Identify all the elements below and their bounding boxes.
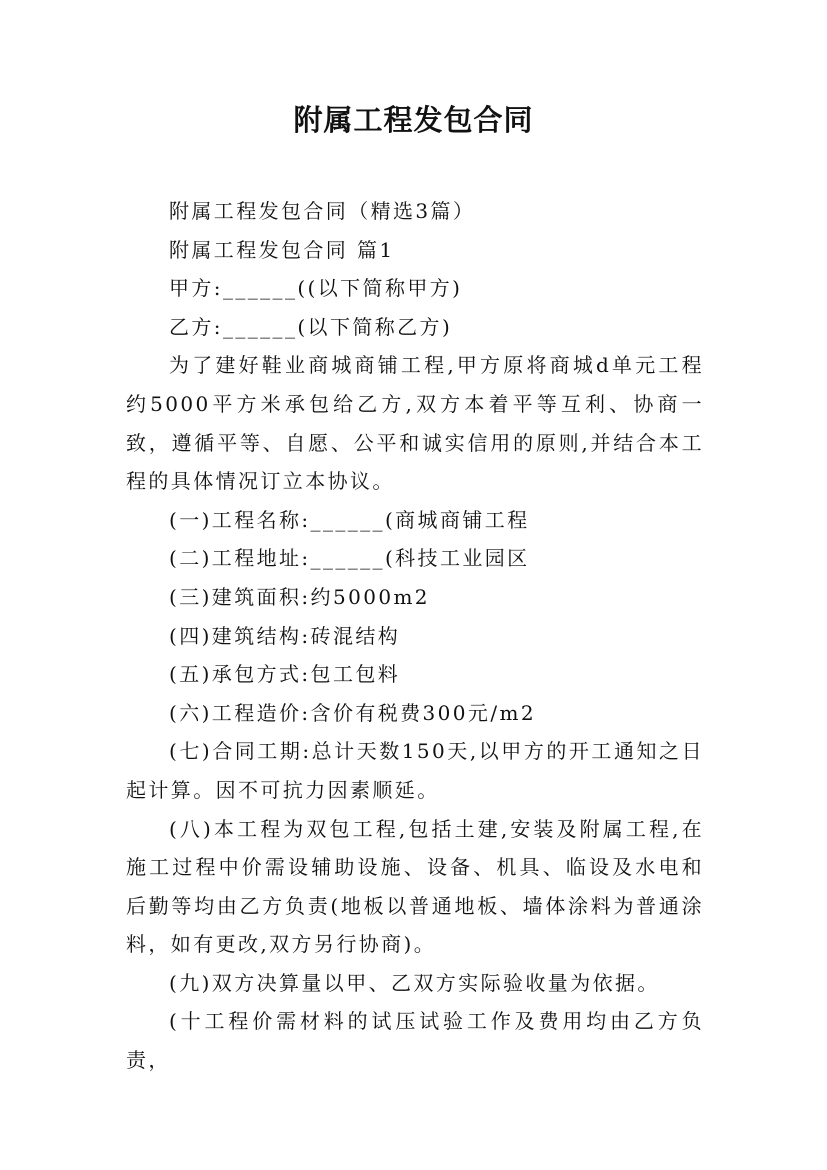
paragraph-preamble: 为了建好鞋业商城商铺工程,甲方原将商城d单元工程约5000平方米承包给乙方,双方本着平等互利、协商一致，遵循平等、自愿、公平和诚实信用的原则,并结合本工程的具体情况订立本协议。 bbox=[126, 353, 704, 494]
paragraph-clause-1: (一)工程名称:______(商城商铺工程 bbox=[169, 507, 530, 532]
document-title: 附属工程发包合同 bbox=[293, 103, 534, 137]
paragraph-clause-10: (十工程价需材料的试压试验工作及费用均由乙方负责， bbox=[126, 1009, 704, 1073]
paragraph-clause-5: (五)承包方式:包工包料 bbox=[169, 662, 401, 687]
document-body bbox=[126, 192, 704, 1080]
paragraph-clause-6: (六)工程造价:含价有税费300元/m2 bbox=[169, 700, 536, 725]
paragraph-party-b: 乙方:______(以下简称乙方) bbox=[169, 314, 453, 339]
paragraph-clause-4: (四)建筑结构:砖混结构 bbox=[169, 623, 401, 648]
paragraph-clause-7: (七)合同工期:总计天数150天,以甲方的开工通知之日起计算。因不可抗力因素顺延。 bbox=[126, 739, 704, 802]
paragraph-clause-8: (八)本工程为双包工程,包括土建,安装及附属工程,在施工过程中价需设辅助设施、设备、机具、临设及水电和后勤等均由乙方负责(地板以普通地板、墙体涂料为普通涂料，如有更改,双方另行协商)。 bbox=[126, 816, 704, 957]
paragraph-clause-3: (三)建筑面积:约5000m2 bbox=[169, 584, 430, 609]
paragraph-section-heading: 附属工程发包合同 篇1 bbox=[169, 237, 395, 262]
paragraph-party-a: 甲方:______((以下简称甲方) bbox=[169, 276, 463, 301]
paragraph-clause-9: (九)双方决算量以甲、乙双方实际验收量为依据。 bbox=[169, 970, 660, 995]
paragraph-clause-2: (二)工程地址:______(科技工业园区 bbox=[169, 546, 530, 571]
paragraph-subtitle: 附属工程发包合同（精选3篇） bbox=[169, 199, 476, 223]
